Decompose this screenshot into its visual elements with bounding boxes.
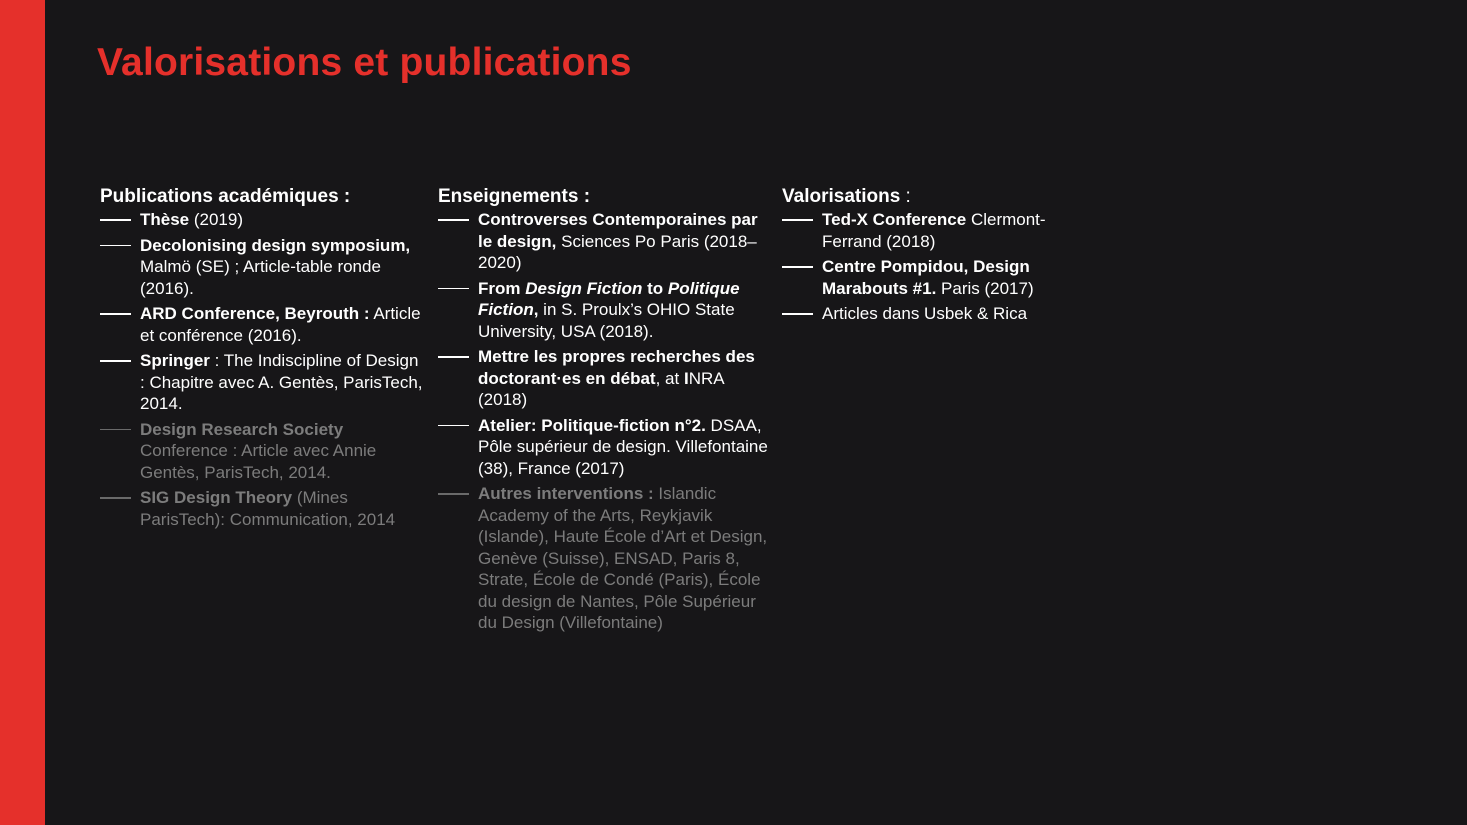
item-bold: From	[478, 278, 526, 298]
valorisations-column	[782, 185, 1082, 329]
item-rest: , at	[655, 368, 684, 388]
item-bold: Springer	[140, 351, 210, 370]
list-item	[100, 487, 425, 530]
item-bold: Thèse	[140, 210, 190, 229]
item-rest: NRA (2018)	[478, 368, 724, 409]
item-bold-italic: Design Fiction	[525, 278, 643, 298]
list-item-text	[478, 209, 768, 274]
item-bold: Decolonising design symposium,	[140, 235, 411, 255]
list-item-text	[478, 483, 768, 634]
list-item	[100, 419, 425, 484]
dash-bullet	[100, 245, 131, 247]
list-item	[782, 303, 1082, 325]
item-rest: Malmö (SE) ; Article-table ronde (2016).	[140, 257, 381, 298]
item-rest: (Mines ParisTech): Communication, 2014	[140, 488, 396, 529]
dash-bullet	[782, 266, 813, 268]
enseignements-heading: Enseignements :	[438, 186, 591, 207]
list-item	[438, 346, 768, 411]
item-bold: Controverses Contemporaines par le design,	[478, 210, 758, 251]
dash-bullet	[100, 497, 131, 499]
item-bold: Centre Pompidou, Design Marabouts #1.	[822, 257, 1030, 298]
item-bold: to	[642, 278, 668, 298]
dash-bullet	[100, 219, 131, 221]
item-bold: I	[683, 368, 689, 388]
dash-bullet	[100, 360, 131, 362]
dash-bullet	[438, 425, 469, 427]
item-rest: Paris (2017)	[936, 278, 1034, 298]
dash-bullet	[782, 219, 813, 221]
item-rest: Sciences Po Paris (2018–2020)	[478, 231, 757, 272]
valorisations-list	[782, 209, 1082, 325]
item-rest: Articles dans Usbek & Rica	[822, 304, 1028, 323]
publications-column	[100, 185, 425, 534]
list-item-text	[140, 419, 425, 484]
item-rest: DSAA, Pôle supérieur de design. Villefontaine (38), France (2017)	[478, 415, 768, 478]
valorisations-heading-suffix: :	[900, 186, 911, 207]
list-item	[100, 350, 425, 415]
item-rest: (2019)	[189, 210, 244, 229]
list-item	[100, 209, 425, 231]
valorisations-heading	[782, 185, 1082, 209]
list-item-text	[822, 209, 1082, 252]
dash-bullet	[100, 429, 131, 431]
slide-title: Valorisations et publications	[97, 41, 632, 84]
item-rest: in S. Proulx’s OHIO State University, USA (2018).	[478, 300, 735, 341]
list-item	[438, 278, 768, 343]
dash-bullet	[100, 313, 131, 315]
item-bold: ARD Conference, Beyrouth :	[140, 304, 370, 323]
list-item	[100, 303, 425, 346]
item-bold: SIG Design Theory	[140, 488, 293, 507]
accent-bar	[0, 0, 45, 825]
item-bold: Atelier: Politique-fiction n°2.	[478, 415, 706, 435]
dash-bullet	[438, 288, 469, 290]
list-item-text	[140, 209, 243, 231]
dash-bullet	[438, 356, 469, 358]
item-bold-italic: Politique Fiction	[478, 278, 740, 319]
list-item	[438, 483, 768, 634]
list-item	[782, 209, 1082, 252]
list-item	[438, 415, 768, 480]
list-item-text	[478, 278, 768, 343]
dash-bullet	[438, 493, 469, 495]
list-item-text	[822, 303, 1027, 325]
item-bold: Autres interventions :	[478, 484, 654, 503]
list-item-text	[140, 350, 425, 415]
dash-bullet	[438, 219, 469, 221]
item-rest: Clermont-Ferrand (2018)	[822, 210, 1046, 251]
publications-heading: Publications académiques :	[100, 186, 351, 207]
list-item-text	[140, 487, 425, 530]
publications-list	[100, 209, 425, 530]
item-bold: Mettre les propres recherches des doctorant·es en débat	[478, 347, 755, 388]
list-item-text	[478, 415, 768, 480]
item-rest: : The Indiscipline of Design : Chapitre avec A. Gentès, ParisTech, 2014.	[140, 351, 423, 413]
list-item-text	[478, 346, 768, 411]
item-rest: Islandic Academy of the Arts, Reykjavik (Islande), Haute École d’Art et Design, Genève (Suisse), ENSAD, Paris 8, Strate, École de Condé (Paris), École du design de Nantes, Pôle Supérieur du Design (Villefontaine)	[478, 484, 768, 632]
list-item	[100, 235, 425, 300]
list-item-text	[140, 235, 425, 300]
item-rest: Conference : Article avec Annie Gentès, ParisTech, 2014.	[140, 441, 377, 482]
list-item	[438, 209, 768, 274]
item-rest: Article et conférence (2016).	[140, 304, 421, 345]
list-item	[782, 256, 1082, 299]
list-item-text	[822, 256, 1082, 299]
dash-bullet	[782, 313, 813, 315]
valorisations-heading-text: Valorisations	[782, 186, 901, 207]
item-bold: Design Research Society	[140, 419, 344, 439]
enseignements-list	[438, 209, 768, 634]
item-bold: Ted-X Conference	[822, 210, 967, 229]
item-bold: ,	[533, 300, 539, 319]
list-item-text	[140, 303, 425, 346]
enseignements-column	[438, 185, 768, 638]
